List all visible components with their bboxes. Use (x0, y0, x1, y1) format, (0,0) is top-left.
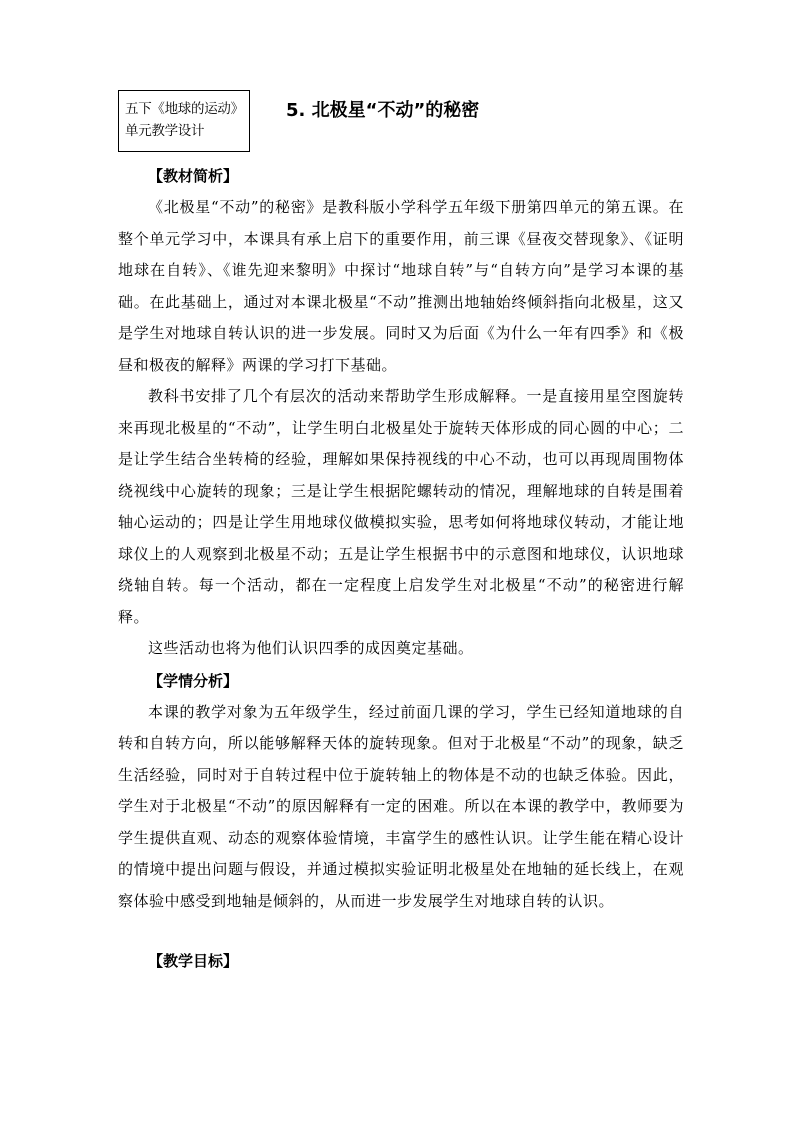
spacer (118, 917, 684, 945)
section-heading-textbook-analysis: 【教材简析】 (148, 167, 239, 185)
unit-label-box (118, 90, 250, 152)
section-heading-student-analysis: 【学情分析】 (148, 671, 239, 690)
document-body (118, 160, 684, 977)
unit-label-line-2: 单元教学设计 (125, 123, 205, 139)
section-heading-teaching-objectives: 【教学目标】 (148, 952, 239, 970)
paragraph: 本课的教学对象为五年级学生，经过前面几课的学习，学生已经知道地球的自转和自转方向，所以能够解释天体的旋转现象。但对于北极星“不动”的现象，缺乏生活经验，同时对于自转过程中位于旋转轴上的物体是不动的也缺乏体验。因此，学生对于北极星“不动”的原因解释有一定的困难。所以在本课的教学中，教师要为学生提供直观、动态的观察体验情境，丰富学生的感性认识。让学生能在精心设计的情境中提出问题与假设，并通过模拟实验证明北极星处在地轴的延长线上，在观察体验中感受到地轴是倾斜的，从而进一步发展学生对地球自转的认识。 (118, 702, 684, 910)
paragraph: 《北极星“不动”的秘密》是教科版小学科学五年级下册第四单元的第五课。在整个单元学习中，本课具有承上启下的重要作用，前三课《昼夜交替现象》、《证明地球在自转》、《谁先迎来黎明》中探讨“地球自转”与“自转方向”是学习本课的基础。在此基础上，通过对本课北极星“不动”推测出地轴始终倾斜指向北极星，这又是学生对地球自转认识的进一步发展。同时又为后面《为什么一年有四季》和《极昼和极夜的解释》两课的学习打下基础。 (118, 198, 684, 374)
lesson-title: 5. 北极星“不动”的秘密 (286, 100, 480, 121)
paragraph: 这些活动也将为他们认识四季的成因奠定基础。 (148, 639, 474, 657)
unit-label-line-1: 五下《地球的运动》 (125, 101, 244, 117)
paragraph: 教科书安排了几个有层次的活动来帮助学生形成解释。一是直接用星空图旋转来再现北极星的“不动”，让学生明白北极星处于旋转天体形成的同心圆的中心；二是让学生结合坐转椅的经验，理解如果保持视线的中心不动，也可以再现周围物体绕视线中心旋转的现象；三是让学生根据陀螺转动的情况，理解地球的自转是围着轴心运动的；四是让学生用地球仪做模拟实验，思考如何将地球仪转动，才能让地球仪上的人观察到北极星不动；五是让学生根据书中的示意图和地球仪，认识地球绕轴自转。每一个活动，都在一定程度上启发学生对北极星“不动”的秘密进行解释。 (118, 387, 684, 626)
